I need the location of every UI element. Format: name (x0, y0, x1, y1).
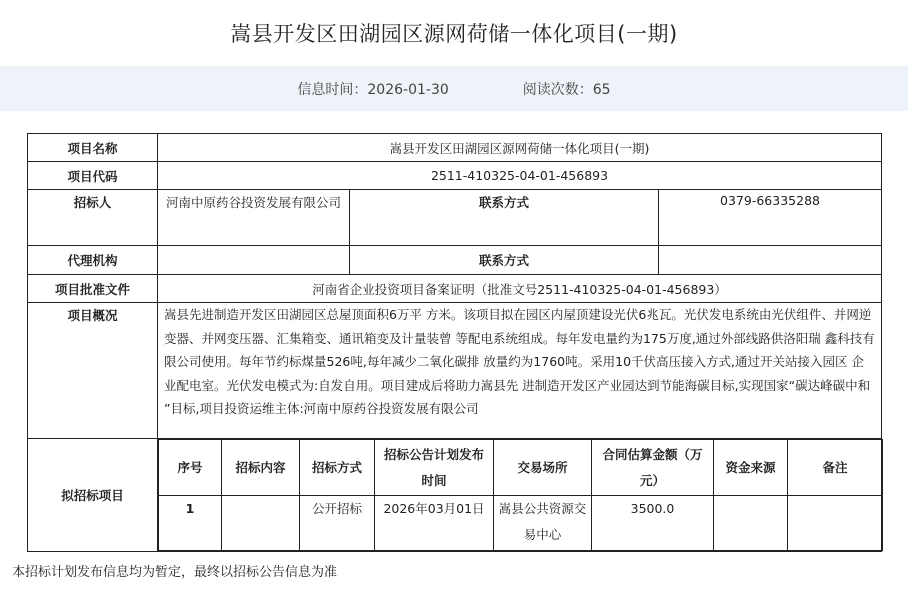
approval-doc-value: 河南省企业投资项目备案证明（批准文号2511-410325-04-01-456893） (158, 275, 882, 303)
approval-doc-label: 项目批准文件 (28, 275, 158, 303)
tenderer-contact-label: 联系方式 (350, 190, 659, 246)
cell-amount: 3500.0 (592, 496, 714, 551)
tenderer-value: 河南中原药谷投资发展有限公司 (158, 190, 350, 246)
read-count-value: 65 (592, 81, 611, 98)
cell-method: 公开招标 (300, 496, 375, 551)
col-header-method: 招标方式 (300, 440, 375, 496)
project-name-value: 嵩县开发区田湖园区源网荷储一体化项目(一期) (158, 134, 882, 162)
overview-label: 项目概况 (28, 303, 158, 439)
col-header-index: 序号 (159, 440, 222, 496)
cell-index: 1 (159, 496, 222, 551)
cell-venue: 嵩县公共资源交易中心 (494, 496, 592, 551)
planned-label: 拟招标项目 (28, 439, 158, 552)
col-header-funding: 资金来源 (714, 440, 788, 496)
publish-time-label: 信息时间： (297, 81, 368, 98)
publish-time-value: 2026-01-30 (367, 81, 449, 98)
meta-bar (0, 66, 908, 111)
project-info-table (27, 133, 882, 552)
publish-time (297, 79, 448, 99)
col-header-publish-time: 招标公告计划发布时间 (375, 440, 494, 496)
cell-remarks (788, 496, 883, 551)
read-count (523, 79, 611, 99)
col-header-amount: 合同估算金额（万元） (592, 440, 714, 496)
agent-contact-label: 联系方式 (350, 246, 659, 275)
cell-funding (714, 496, 788, 551)
table-row (159, 496, 883, 551)
cell-publish-time: 2026年03月01日 (375, 496, 494, 551)
read-count-label: 阅读次数： (522, 81, 593, 98)
agent-contact-value (659, 246, 882, 275)
footnote: 本招标计划发布信息均为暂定，最终以招标公告信息为准 (12, 565, 338, 580)
tenderer-label: 招标人 (28, 190, 158, 246)
col-header-venue: 交易场所 (494, 440, 592, 496)
project-code-value: 2511-410325-04-01-456893 (158, 162, 882, 190)
cell-content (222, 496, 300, 551)
project-code-label: 项目代码 (28, 162, 158, 190)
overview-value: 嵩县先进制造开发区田湖园区总屋顶面积6万平 方米。该项目拟在园区内屋顶建设光伏6兆瓦。光伏发电系统由光伏组件、并网逆变器、并网变压器、汇集箱变、通讯箱变及计量装曾 等配电系统组成。每年发电量约为175万度,通过外部线路供洛阳瑞 鑫科技有限公司使用。每年节约标煤量526吨,每年减少二氧化碳排 放量约为1760吨。采用10千伏高压接入方式,通过开关站接入园区 企业配电室。光伏发电模式为:自发自用。项目建成后将助力嵩县先 进制造开发区产业园达到节能海碳目标,实现国家“碳达峰碳中和 ”目标,项目投资运维主体:河南中原药谷投资发展有限公司 (158, 303, 882, 439)
page-title: 嵩县开发区田湖园区源网荷储一体化项目(一期) (230, 22, 678, 46)
agent-value (158, 246, 350, 275)
planned-header-row (159, 440, 883, 496)
tenderer-contact-value: 0379-66335288 (659, 190, 882, 246)
col-header-remarks: 备注 (788, 440, 883, 496)
planned-cell (158, 439, 882, 552)
col-header-content: 招标内容 (222, 440, 300, 496)
planned-table (158, 439, 883, 551)
agent-label: 代理机构 (28, 246, 158, 275)
project-name-label: 项目名称 (28, 134, 158, 162)
